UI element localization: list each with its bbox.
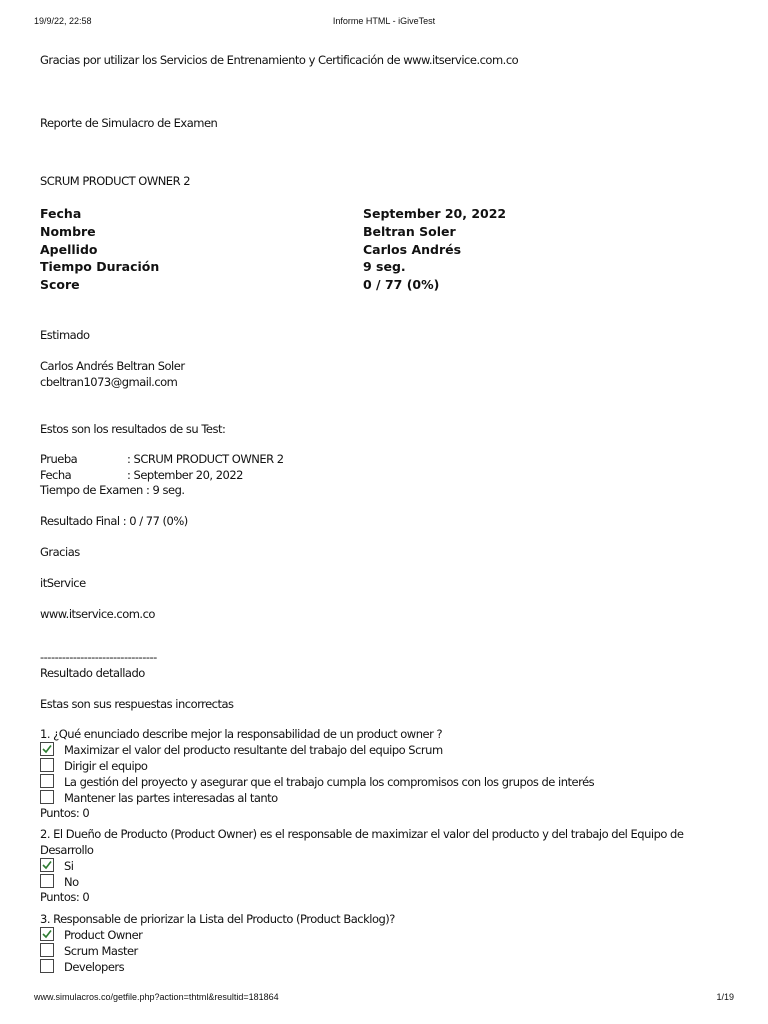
question-1-points: Puntos: 0: [40, 806, 90, 820]
q3-option-2[interactable]: [40, 943, 138, 959]
thanks-line: Gracias por utilizar los Servicios de Entrenamiento y Certificación de www.itservice.com.co: [40, 53, 519, 67]
separator-line: --------------------------------: [40, 650, 157, 664]
print-footer: [34, 992, 734, 1006]
final-result: Resultado Final : 0 / 77 (0%): [40, 514, 188, 528]
q1-option-2[interactable]: [40, 758, 147, 774]
summary-label-score: Score: [40, 277, 80, 292]
results-intro: Estos son los resultados de su Test:: [40, 422, 226, 436]
q3-option-3[interactable]: [40, 959, 124, 975]
option-label: Si: [64, 859, 74, 873]
question-2-points: Puntos: 0: [40, 890, 90, 904]
checkbox-icon[interactable]: [40, 874, 54, 888]
detail-key: Prueba: [40, 452, 78, 466]
detailed-title: Resultado detallado: [40, 666, 145, 680]
summary-value-tiempo: 9 seg.: [363, 259, 406, 274]
question-2-text-cont: Desarrollo: [40, 843, 94, 857]
checked-checkbox-icon[interactable]: [40, 742, 54, 756]
summary-value-apellido: Carlos Andrés: [363, 242, 462, 257]
q1-option-3[interactable]: [40, 774, 594, 790]
question-2-text: 2. El Dueño de Producto (Product Owner) es el responsable de maximizar el valor del producto y del trabajo del Equipo de: [40, 827, 684, 841]
q2-option-1[interactable]: [40, 858, 74, 874]
q2-option-2[interactable]: [40, 874, 79, 890]
print-url: www.simulacros.co/getfile.php?action=thtml&resultid=181864: [34, 992, 279, 1002]
detail-prueba: [40, 451, 284, 467]
checkbox-icon[interactable]: [40, 790, 54, 804]
option-label: Dirigir el equipo: [64, 759, 148, 773]
incorrect-intro: Estas son sus respuestas incorrectas: [40, 697, 234, 711]
summary-label-tiempo: Tiempo Duración: [40, 259, 160, 274]
checkbox-icon[interactable]: [40, 943, 54, 957]
q1-option-1[interactable]: [40, 742, 443, 758]
option-label: Mantener las partes interesadas al tanto: [64, 791, 278, 805]
checkbox-icon[interactable]: [40, 959, 54, 973]
question-1-text: 1. ¿Qué enunciado describe mejor la responsabilidad de un product owner ?: [40, 727, 443, 741]
option-label: Product Owner: [64, 928, 143, 942]
email: cbeltran1073@gmail.com: [40, 375, 178, 389]
option-label: La gestión del proyecto y asegurar que el trabajo cumpla los compromisos con los grupos de interés: [64, 775, 595, 789]
q1-option-4[interactable]: [40, 790, 278, 806]
page-number: 1/19: [716, 992, 734, 1002]
summary-label-fecha: Fecha: [40, 206, 82, 221]
company-name: itService: [40, 576, 86, 590]
q3-option-1[interactable]: [40, 927, 142, 943]
checked-checkbox-icon[interactable]: [40, 927, 54, 941]
option-label: Scrum Master: [64, 944, 138, 958]
checked-checkbox-icon[interactable]: [40, 858, 54, 872]
greeting: Estimado: [40, 328, 90, 342]
summary-label-apellido: Apellido: [40, 242, 98, 257]
summary-label-nombre: Nombre: [40, 224, 96, 239]
print-title: Informe HTML - iGiveTest: [332, 16, 436, 26]
summary-value-score: 0 / 77 (0%): [363, 277, 440, 292]
option-label: Maximizar el valor del producto resultante del trabajo del equipo Scrum: [64, 743, 443, 757]
print-datetime: 19/9/22, 22:58: [34, 16, 92, 26]
option-label: No: [64, 875, 79, 889]
full-name: Carlos Andrés Beltran Soler: [40, 359, 185, 373]
checkbox-icon[interactable]: [40, 774, 54, 788]
summary-value-nombre: Beltran Soler: [363, 224, 456, 239]
checkbox-icon[interactable]: [40, 758, 54, 772]
detail-value: : September 20, 2022: [127, 468, 243, 482]
detail-key: Fecha: [40, 468, 72, 482]
detail-fecha: [40, 467, 243, 483]
detail-value: : SCRUM PRODUCT OWNER 2: [127, 452, 284, 466]
option-label: Developers: [64, 960, 125, 974]
company-website: www.itservice.com.co: [40, 607, 155, 621]
detail-tiempo: Tiempo de Examen : 9 seg.: [40, 483, 185, 497]
summary-value-fecha: September 20, 2022: [363, 206, 507, 221]
report-title: Reporte de Simulacro de Examen: [40, 116, 218, 130]
question-3-text: 3. Responsable de priorizar la Lista del Producto (Product Backlog)?: [40, 912, 395, 926]
closing-thanks: Gracias: [40, 545, 80, 559]
print-header: [34, 16, 734, 30]
exam-name: SCRUM PRODUCT OWNER 2: [40, 174, 191, 188]
